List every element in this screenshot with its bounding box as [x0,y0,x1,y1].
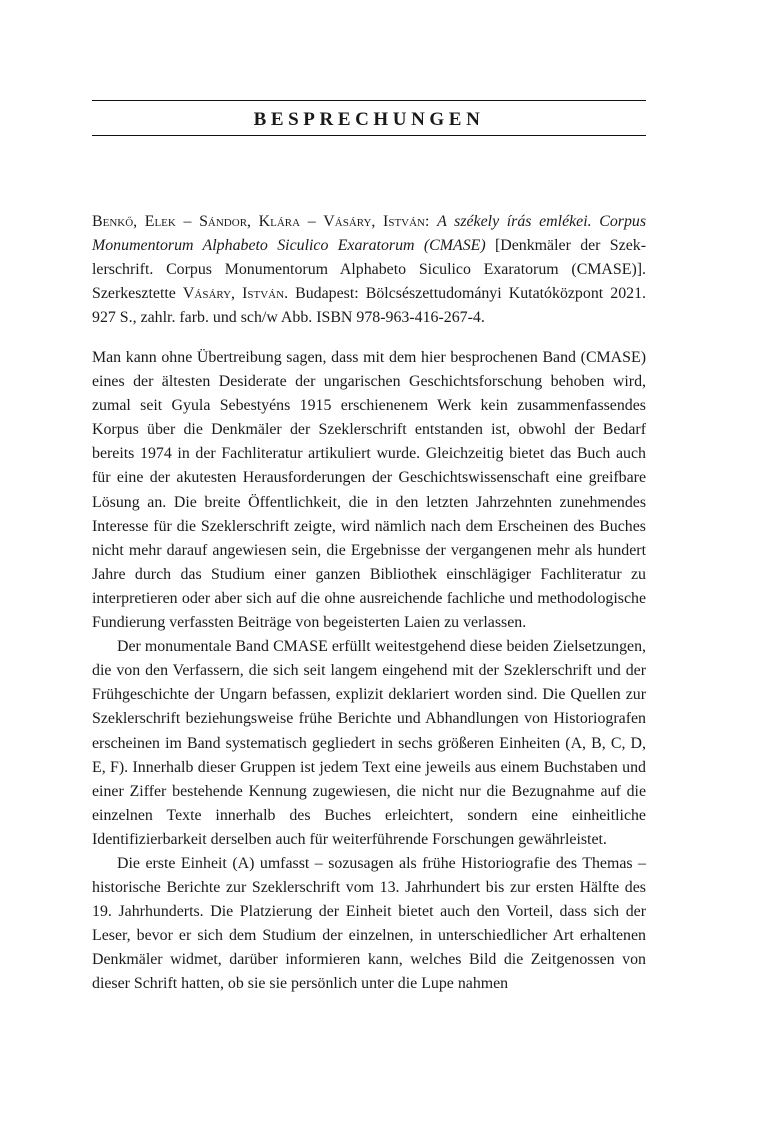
body-paragraph: Die erste Einheit (A) umfasst – sozusagen als frühe Historiografie des Themas – historische Berichte zur Szeklerschrift vom 13. Jahrhundert bis zur ersten Hälfte des 19. Jahrhunderts. Die Platzierung der Einheit bietet auch den Vorteil, dass sich der Leser, bevor er sich dem Studium der einzelnen, in unterschiedlicher Art erhaltenen Denkmäler widmet, darüber informieren kann, welches Bild die Zeitgenossen von dieser Schrift hatten, ob sie sie persönlich unter die Lupe nahmen [92,854,646,993]
citation-imprint: . Budapest: Bölcsészettudományi Kutatóközpont 2021. 927 S., zahlr. farb. und sch/w Abb. ISBN 978-963-416-267-4. [92,285,647,326]
heading-rule-top [92,100,646,101]
bibliographic-citation [92,210,646,330]
citation-separator: – [300,213,324,230]
citation-editor: Vásáry, István [182,285,285,302]
heading-rule-bottom [92,135,646,136]
citation-translation: [Denkmäler der Szeklerschrift. Corpus Monumentorum Alphabeto Siculico Exaratorum (CMASE)]. Szerkesztette [92,237,646,302]
citation-author: Sándor, Klára [199,213,301,230]
citation-colon: : [425,213,438,230]
section-heading: BESPRECHUNGEN [253,109,485,130]
citation-separator: – [175,213,200,230]
citation-author: Vásáry, István [323,213,426,230]
body-paragraph: Der monumentale Band CMASE erfüllt weitestgehend diese beiden Zielsetzungen, die von den Verfassern, die sich seit langem eingehend mit der Szeklerschrift und der Frühgeschichte der Ungarn befassen, explizit deklariert worden sind. Die Quellen zur Szeklerschrift beziehungsweise frühe Berichte und Abhandlungen von Historiografen erscheinen im Band systematisch gegliedert in sechs größeren Einheiten (A, B, C, D, E, F). Innerhalb dieser Gruppen ist jedem Text eine jeweils aus einem Buchstaben und einer Ziffer bestehende Kennung zugewiesen, die nicht nur die Bezugnahme auf die einzelnen Texte innerhalb des Buches erleichtert, sondern eine einheitliche Identifizierbarkeit derselben auch für weiterführende Forschungen gewährleistet. [92,638,646,848]
body-paragraph: Man kann ohne Übertreibung sagen, dass mit dem hier besprochenen Band (CMASE) eines der ältesten Desiderate der ungarischen Geschichtsforschung behoben wird, zumal seit Gyula Sebestyéns 1915 erschienenem Werk kein zusammenfassendes Korpus über die Denkmäler der Szeklerschrift entstanden ist, obwohl der Bedarf bereits 1974 in der Fachliteratur artikuliert wurde. Gleichzeitig bietet das Buch auch für eine der akutesten Herausforderungen der Geschichtswissenschaft eine greifbare Lösung an. Die breite Öffentlichkeit, die in den letzten Jahrzehnten zunehmendes Interesse für die Szeklerschrift zeigte, wird nämlich nach dem Erscheinen des Buches nicht mehr darauf angewiesen sein, die Ergebnisse der vergangenen mehr als hundert Jahre durch das Studium einer ganzen Bibliothek einschlägiger Fachliteratur zu interpretieren oder aber sich auf die ohne ausreichende fachliche und methodologische Fundierung verfassten Beiträge von begeisterten Laien zu verlassen. [92,349,646,632]
citation-author: Benkő, Elek [92,213,176,230]
citation-title: A székely írás emlékei. Corpus Monumentorum Alphabeto Siculico Exaratorum (CMASE) [92,213,647,254]
review-body [92,346,646,997]
